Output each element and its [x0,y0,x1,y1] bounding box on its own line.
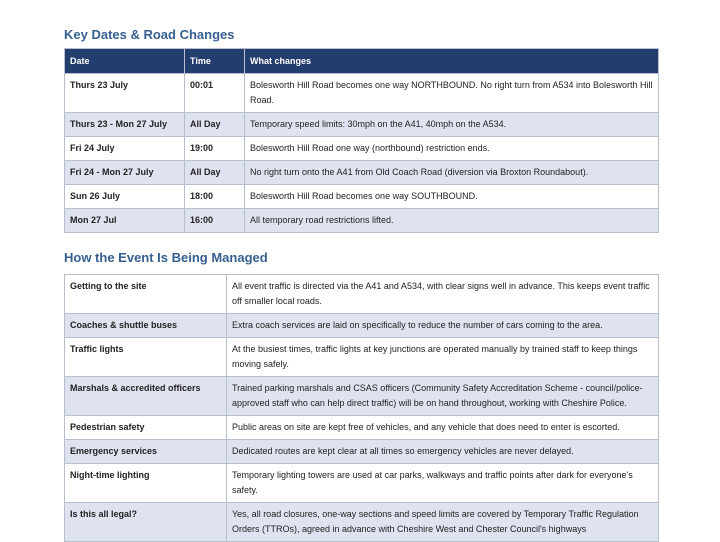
change-cell: Temporary speed limits: 30mph on the A41, 40mph on the A534. [245,113,659,137]
detail-cell: At the busiest times, traffic lights at key junctions are operated manually by trained staff to keep things moving safely. [227,338,659,377]
date-cell: Fri 24 July [65,137,185,161]
key-dates-table [64,48,659,233]
date-cell: Sun 26 July [65,185,185,209]
detail-cell: Trained parking marshals and CSAS officers (Community Safety Accreditation Scheme - council/police-approved staff who can help direct traffic) will be on hand throughout, working with Cheshire Police. [227,377,659,416]
column-header-date: Date [65,49,185,74]
detail-cell: Dedicated routes are kept clear at all times so emergency vehicles are never delayed. [227,440,659,464]
column-header-time: Time [185,49,245,74]
date-cell: Thurs 23 July [65,74,185,113]
table-row [65,113,659,137]
event-management-heading: How the Event Is Being Managed [64,250,268,265]
date-cell: Thurs 23 - Mon 27 July [65,113,185,137]
time-cell: All Day [185,113,245,137]
change-cell: All temporary road restrictions lifted. [245,209,659,233]
topic-cell: Marshals & accredited officers [65,377,227,416]
date-cell: Mon 27 Jul [65,209,185,233]
change-cell: Bolesworth Hill Road becomes one way NORTHBOUND. No right turn from A534 into Bolesworth Hill Road. [245,74,659,113]
table-row [65,416,659,440]
table-row [65,338,659,377]
key-dates-heading: Key Dates & Road Changes [64,27,235,42]
detail-cell: Extra coach services are laid on specifically to reduce the number of cars coming to the area. [227,314,659,338]
detail-cell: Yes, all road closures, one-way sections and speed limits are covered by Temporary Traffic Regulation Orders (TTROs), agreed in advance with Cheshire West and Chester Council's highways [227,503,659,542]
topic-cell: Emergency services [65,440,227,464]
table-row [65,464,659,503]
topic-cell: Getting to the site [65,275,227,314]
topic-cell: Night-time lighting [65,464,227,503]
topic-cell: Is this all legal? [65,503,227,542]
date-cell: Fri 24 - Mon 27 July [65,161,185,185]
topic-cell: Coaches & shuttle buses [65,314,227,338]
table-row [65,275,659,314]
table-row [65,503,659,542]
detail-cell: Temporary lighting towers are used at car parks, walkways and traffic points after dark for everyone's safety. [227,464,659,503]
event-management-table [64,274,659,542]
change-cell: Bolesworth Hill Road becomes one way SOUTHBOUND. [245,185,659,209]
time-cell: 19:00 [185,137,245,161]
table-row [65,440,659,464]
table-row [65,314,659,338]
table-row [65,377,659,416]
change-cell: No right turn onto the A41 from Old Coach Road (diversion via Broxton Roundabout). [245,161,659,185]
topic-cell: Traffic lights [65,338,227,377]
table-row [65,209,659,233]
topic-cell: Pedestrian safety [65,416,227,440]
column-header-what-changes: What changes [245,49,659,74]
table-row [65,137,659,161]
time-cell: 16:00 [185,209,245,233]
table-row [65,161,659,185]
table-row [65,185,659,209]
time-cell: 00:01 [185,74,245,113]
detail-cell: All event traffic is directed via the A41 and A534, with clear signs well in advance. This keeps event traffic off smaller local roads. [227,275,659,314]
time-cell: 18:00 [185,185,245,209]
detail-cell: Public areas on site are kept free of vehicles, and any vehicle that does need to enter is escorted. [227,416,659,440]
table-row [65,74,659,113]
table-header-row [65,49,659,74]
time-cell: All Day [185,161,245,185]
change-cell: Bolesworth Hill Road one way (northbound) restriction ends. [245,137,659,161]
